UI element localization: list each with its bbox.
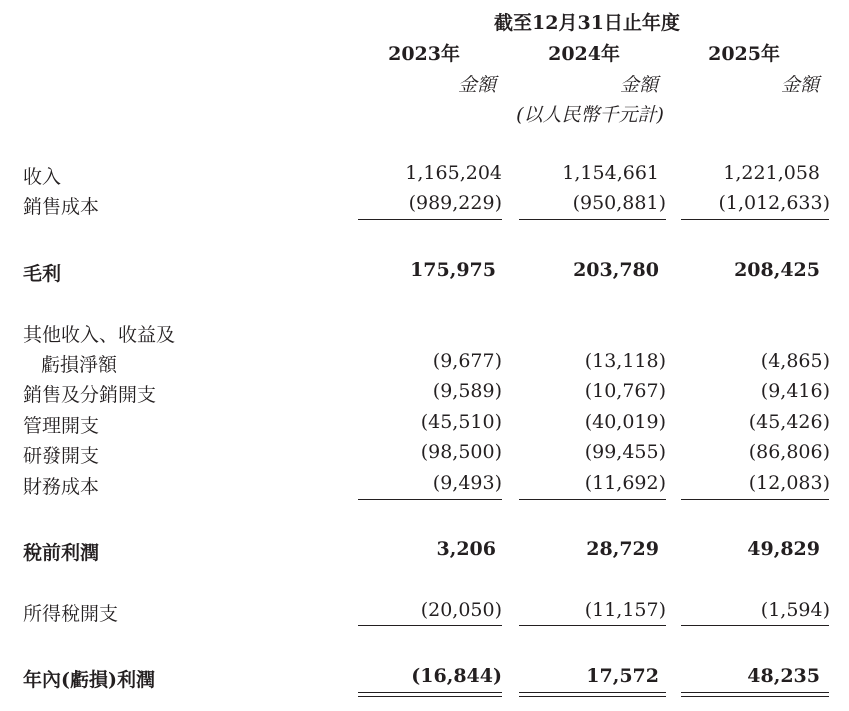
revenue-2024: 1,154,661 (562, 162, 659, 184)
gross-profit-2024: 203,780 (573, 259, 659, 281)
row-label-rnd-expenses: 研發開支 (23, 445, 100, 467)
year-header-2024: 2024年 (548, 43, 620, 65)
admin-expenses-2023: (45,510) (420, 411, 502, 433)
revenue-2025: 1,221,058 (723, 162, 820, 184)
cost-of-sales-2023: (989,229) (408, 192, 502, 214)
cost-of-sales-2025: (1,012,633) (718, 192, 830, 214)
subtotal-rule (519, 499, 666, 500)
finance-costs-2024: (11,692) (584, 472, 666, 494)
row-label-selling-expenses: 銷售及分銷開支 (23, 384, 157, 406)
cost-of-sales-2024: (950,881) (572, 192, 666, 214)
row-label-profit-for-year: 年內(虧損)利潤 (23, 669, 155, 691)
admin-expenses-2025: (45,426) (748, 411, 830, 433)
gross-profit-2023: 175,975 (410, 259, 496, 281)
row-label-other-income: 其他收入、收益及 (23, 324, 176, 346)
income-tax-2023: (20,050) (420, 599, 502, 621)
amount-label-2023: 金額 (457, 74, 496, 96)
double-rule-top (681, 692, 829, 693)
amount-label-2025: 金額 (780, 74, 819, 96)
amount-label-2024: 金額 (619, 74, 658, 96)
double-rule-top (519, 692, 666, 693)
selling-expenses-2024: (10,767) (584, 380, 666, 402)
finance-costs-2025: (12,083) (748, 472, 830, 494)
other-income-2025: (4,865) (760, 350, 830, 372)
rnd-expenses-2024: (99,455) (584, 441, 666, 463)
selling-expenses-2025: (9,416) (760, 380, 830, 402)
profit-before-tax-2025: 49,829 (747, 538, 820, 560)
double-rule-top (358, 692, 502, 693)
profit-for-year-2024: 17,572 (586, 665, 659, 687)
selling-expenses-2023: (9,589) (432, 380, 502, 402)
row-label-cost-of-sales: 銷售成本 (23, 196, 100, 218)
profit-before-tax-2023: 3,206 (436, 538, 496, 560)
gross-profit-2025: 208,425 (734, 259, 820, 281)
subtotal-rule (358, 219, 502, 220)
row-label-profit-before-tax: 稅前利潤 (23, 542, 100, 564)
profit-for-year-2023: (16,844) (411, 665, 502, 687)
subtotal-rule (681, 499, 829, 500)
double-rule-bottom (681, 696, 829, 697)
period-header: 截至12月31日止年度 (494, 12, 680, 34)
row-label-gross-profit: 毛利 (23, 263, 62, 285)
income-tax-2024: (11,157) (584, 599, 666, 621)
subtotal-rule (358, 499, 502, 500)
double-rule-bottom (358, 696, 502, 697)
other-income-2023: (9,677) (432, 350, 502, 372)
profit-before-tax-2024: 28,729 (586, 538, 659, 560)
rnd-expenses-2023: (98,500) (420, 441, 502, 463)
unit-label: (以人民幣千元計) (516, 104, 664, 126)
row-label-revenue: 收入 (23, 166, 62, 188)
finance-costs-2023: (9,493) (432, 472, 502, 494)
income-tax-2025: (1,594) (760, 599, 830, 621)
row-label-finance-costs: 財務成本 (23, 476, 100, 498)
year-header-2023: 2023年 (388, 43, 460, 65)
profit-for-year-2025: 48,235 (747, 665, 820, 687)
year-header-2025: 2025年 (708, 43, 780, 65)
row-label-income-tax: 所得稅開支 (23, 603, 119, 625)
double-rule-bottom (519, 696, 666, 697)
rnd-expenses-2025: (86,806) (748, 441, 830, 463)
revenue-2023: 1,165,204 (405, 162, 502, 184)
subtotal-rule (358, 625, 502, 626)
admin-expenses-2024: (40,019) (584, 411, 666, 433)
subtotal-rule (681, 219, 829, 220)
subtotal-rule (519, 219, 666, 220)
subtotal-rule (681, 625, 829, 626)
subtotal-rule (519, 625, 666, 626)
other-income-2024: (13,118) (584, 350, 666, 372)
row-label-admin-expenses: 管理開支 (23, 415, 100, 437)
row-label-other-income-cont: 虧損淨額 (41, 354, 118, 376)
